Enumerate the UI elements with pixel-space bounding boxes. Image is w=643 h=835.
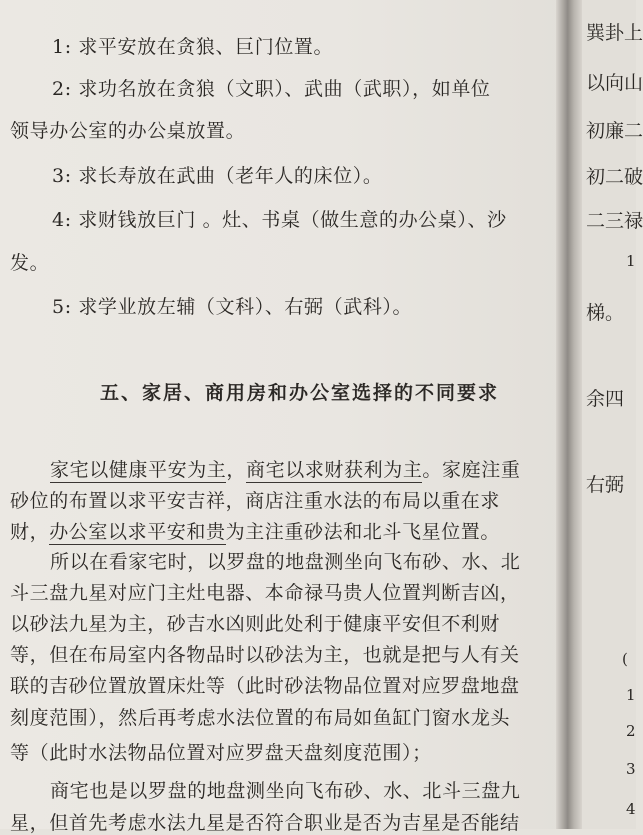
comma: ， [226,459,247,481]
right-line: 梯。 [586,302,625,324]
right-page [582,0,643,829]
right-num: ( [622,650,628,668]
para2-line6: 刻度范围），然后再考虑水法位置的布局如鱼缸门窗水龙头 [10,707,511,729]
para3-line1: 商宅也是以罗盘的地盘测坐向飞布砂、水、北斗三盘九 [50,780,521,802]
para2-line2: 斗三盘九星对应门主灶电器、本命禄马贵人位置判断吉凶， [10,582,520,604]
para2-line1: 所以在看家宅时，以罗盘的地盘测坐向飞布砂、水、北 [50,551,521,573]
book-gutter [556,0,582,829]
right-num: 1 [626,686,636,704]
section-heading: 五、家居、商用房和办公室选择的不同要求 [100,382,500,404]
underline-shop: 商宅以求财获利为主 [246,459,423,481]
para2-line4: 等，但在布局室内各物品时以砂法为主，也就是把与人有关 [10,644,520,666]
para1-line3 [10,517,500,544]
right-line: 二三禄 [586,210,643,232]
para2-line7: 等（此时水法物品位置对应罗盘天盘刻度范围）； [10,742,432,764]
item-4: 4: 求财钱放巨门 。灶、书桌（做生意的办公桌）、沙 [52,209,507,231]
right-num: 2 [626,722,636,740]
text: 。家庭注重 [422,459,521,481]
right-line: 右弼 [586,474,625,496]
para1-line2: 砂位的布置以求平安吉祥，商店注重水法的布局以重在求 [10,490,501,512]
underline-home: 家宅以健康平安为主 [50,459,227,481]
right-num: 3 [626,760,636,778]
para3-line2: 星，但首先考虑水法九星是否符合职业是否为吉星是否能结 [10,812,520,834]
right-line: 初二破 [586,166,643,188]
para2-line5: 联的吉砂位置放置床灶等（此时砂法物品位置对应罗盘地盘 [10,675,520,697]
right-line: 余四 [586,388,625,410]
item-2: 2: 求功名放在贪狼（文职）、武曲（武职），如单位 [52,78,491,100]
item-2-cont: 领导办公室的办公桌放置。 [10,120,246,142]
para1-line1 [50,455,520,482]
right-num: 1 [626,252,636,270]
item-1: 1: 求平安放在贪狼、巨门位置。 [52,36,334,58]
item-5: 5: 求学业放左辅（文科）、右弼（武科）。 [52,296,413,318]
para2-line3: 以砂法九星为主，砂吉水凶则此处利于健康平安但不利财 [10,613,501,635]
underline-office: 办公室以求平安和贵 [49,521,226,543]
text: 财， [10,521,50,543]
text: 为主注重砂法和北斗飞星位置。 [225,521,501,543]
item-4-cont: 发。 [10,252,50,274]
right-line: 巽卦上 [586,22,643,44]
right-num: 4 [626,800,636,818]
item-3: 3: 求长寿放在武曲（老年人的床位）。 [52,165,383,187]
right-line: 以向山 [586,72,643,94]
right-line: 初廉二 [586,120,643,142]
